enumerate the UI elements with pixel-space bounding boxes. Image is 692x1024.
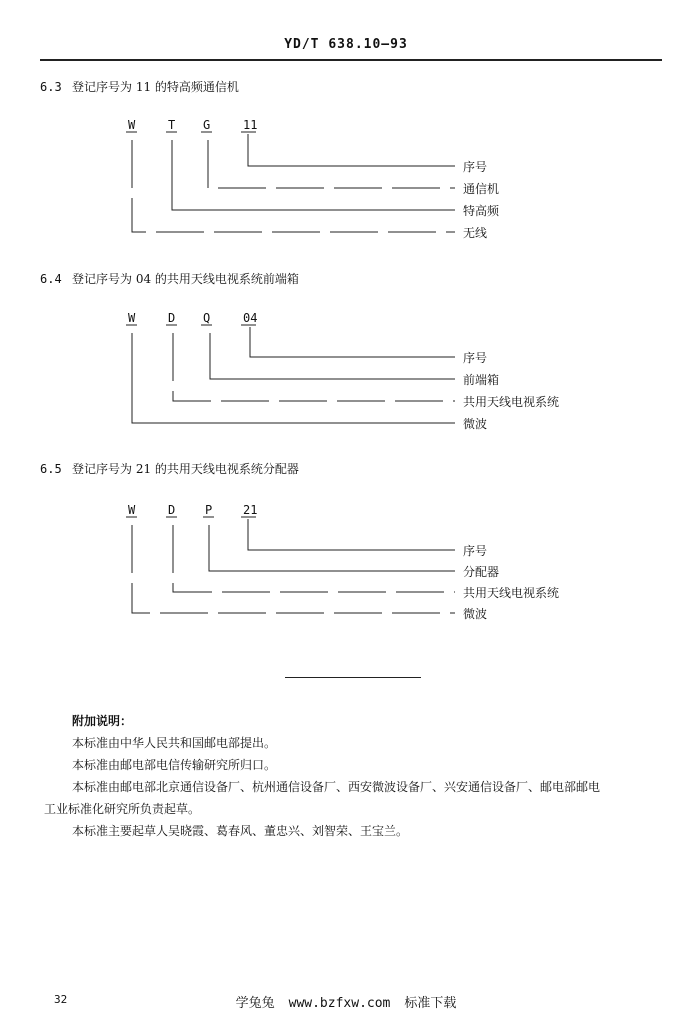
footer-site-name: 学兔兔: [235, 996, 275, 1011]
bracket-label: 序号: [463, 544, 488, 558]
bracket-line: [210, 333, 455, 379]
notes-title: 附加说明：: [72, 714, 133, 728]
bracket-line: [248, 519, 455, 550]
section-6-3-heading: [40, 78, 239, 95]
code-letter: Q: [203, 311, 211, 325]
bracket-line: [209, 525, 455, 571]
section-number: 6.3: [40, 80, 62, 94]
bracket-line: [132, 140, 455, 232]
document-header: YD/T 638.10—93: [284, 37, 408, 52]
code-letter: G: [203, 118, 211, 132]
bracket-label: 序号: [463, 351, 488, 365]
section-title: 登记序号为 04 的共用天线电视系统前端箱: [72, 272, 299, 286]
bracket-line: [132, 333, 455, 423]
section-6-5-heading: [40, 460, 299, 477]
code-serial: 11: [243, 118, 258, 132]
bracket-line: [250, 327, 455, 357]
notes-line: 本标准由中华人民共和国邮电部提出。: [72, 736, 277, 750]
section-6-4-heading: [40, 270, 299, 287]
section-number: 6.4: [40, 272, 62, 286]
bracket-label: 分配器: [463, 565, 500, 579]
code-letter: W: [128, 118, 136, 132]
footer-tagline: 标准下载: [404, 996, 457, 1011]
section-separator: [285, 677, 421, 678]
bracket-label: 共用天线电视系统: [463, 586, 560, 600]
notes-line: 本标准由邮电部北京通信设备厂、杭州通信设备厂、西安微波设备厂、兴安通信设备厂、邮电部邮电: [72, 780, 601, 794]
footer-watermark: [0, 992, 692, 1011]
code-serial: 04: [243, 311, 258, 325]
notes-line: 本标准主要起草人吴晓霞、葛春风、董忠兴、刘智荣、王宝兰。: [72, 824, 409, 838]
bracket-line: [173, 525, 455, 592]
code-letter: D: [168, 311, 176, 325]
code-letter: D: [168, 503, 176, 517]
bracket-label: 微波: [463, 607, 488, 621]
code-diagram-6-3: [0, 110, 692, 245]
notes-line: 本标准由邮电部电信传输研究所归口。: [72, 758, 277, 772]
code-letter: W: [128, 311, 136, 325]
bracket-line: [132, 525, 455, 613]
bracket-label: 微波: [463, 417, 488, 431]
code-letter: P: [205, 503, 213, 517]
section-title: 登记序号为 21 的共用天线电视系统分配器: [72, 462, 299, 476]
bracket-label: 特高频: [463, 204, 500, 218]
bracket-label: 共用天线电视系统: [463, 395, 560, 409]
code-letter: W: [128, 503, 136, 517]
section-number: 6.5: [40, 462, 62, 476]
bracket-line: [208, 140, 455, 188]
footer-url[interactable]: www.bzfxw.com: [288, 996, 391, 1011]
header-rule: [40, 59, 662, 61]
code-letter: T: [168, 118, 176, 132]
bracket-label: 序号: [463, 160, 488, 174]
code-diagram-6-4: [0, 303, 692, 438]
bracket-line: [248, 134, 455, 166]
code-serial: 21: [243, 503, 258, 517]
notes-line: 工业标准化研究所负责起草。: [44, 802, 201, 816]
code-diagram-6-5: [0, 495, 692, 630]
bracket-line: [172, 140, 455, 210]
bracket-label: 前端箱: [463, 373, 500, 387]
page-number: 32: [54, 993, 68, 1006]
bracket-label: 通信机: [463, 182, 500, 196]
section-title: 登记序号为 11 的特高频通信机: [72, 80, 239, 94]
bracket-line: [173, 333, 455, 401]
bracket-label: 无线: [463, 226, 488, 240]
